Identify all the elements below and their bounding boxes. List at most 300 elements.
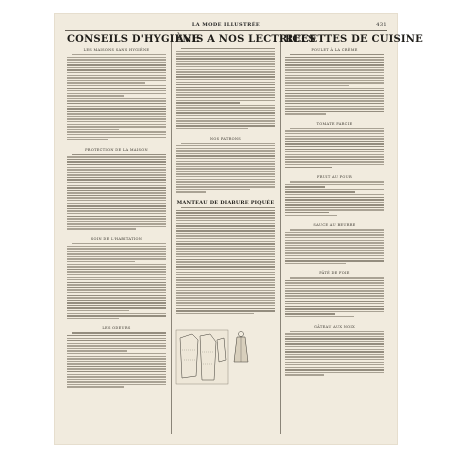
text-line [176, 105, 275, 106]
text-line [285, 245, 384, 246]
text-line [285, 167, 332, 168]
text-line [67, 266, 166, 267]
text-line [67, 256, 166, 257]
text-line [67, 251, 166, 252]
text-line [72, 54, 166, 55]
column-rule-1 [171, 34, 172, 434]
text-line [176, 217, 275, 218]
text-line [285, 288, 384, 289]
text-line [176, 212, 275, 213]
text-line [67, 129, 119, 130]
text-line [67, 253, 166, 254]
text-line [67, 197, 166, 198]
text-line [176, 51, 275, 52]
text-line [181, 207, 275, 208]
text-line [67, 167, 166, 168]
text-line [285, 364, 384, 365]
text-line [67, 195, 166, 196]
text-line [285, 215, 337, 216]
text-line [176, 223, 275, 224]
text-line [285, 282, 384, 283]
headline-recettes: RECETTES DE CUISINE [285, 34, 423, 45]
text-line [285, 346, 384, 347]
text-line [285, 359, 384, 360]
text-line [67, 64, 166, 65]
text-line [176, 163, 275, 164]
text-line [285, 100, 384, 101]
text-line [176, 153, 275, 154]
text-line [285, 159, 384, 160]
subhead: FRUIT AU FOUR [316, 175, 353, 180]
text-line [176, 115, 275, 116]
text-line [67, 203, 166, 204]
text-line [72, 243, 166, 244]
text-line [67, 338, 166, 339]
text-line [176, 179, 275, 180]
text-line [67, 139, 108, 140]
column-hygiene [67, 34, 200, 436]
text-line [176, 118, 275, 119]
text-line [176, 246, 275, 247]
text-line [176, 274, 275, 275]
text-line [285, 62, 384, 63]
text-line [176, 248, 275, 249]
text-line [290, 181, 384, 182]
text-line [67, 218, 166, 219]
text-line [176, 253, 275, 254]
text-line [285, 351, 384, 352]
text-line [285, 111, 384, 112]
text-line [181, 143, 275, 144]
text-block [285, 128, 384, 173]
text-line [67, 134, 166, 135]
text-line [67, 271, 166, 272]
text-line [285, 113, 326, 114]
text-line [67, 289, 166, 290]
text-line [67, 223, 166, 224]
text-block [285, 331, 384, 381]
text-line [285, 308, 384, 309]
text-line [285, 197, 384, 198]
text-line [67, 106, 166, 107]
text-line [67, 361, 166, 362]
text-line [285, 136, 384, 137]
subhead: POULET À LA CRÈME [311, 48, 358, 52]
column-recettes [285, 34, 423, 436]
text-line [176, 282, 275, 283]
text-line [67, 187, 166, 188]
text-line [285, 237, 384, 238]
text-line [285, 130, 384, 131]
text-line [176, 120, 275, 121]
text-line [176, 186, 275, 187]
text-line [285, 333, 384, 334]
text-line [67, 381, 166, 382]
text-block [67, 154, 166, 235]
subhead: LES MAISONS SANS HYGIÈNE [83, 48, 150, 52]
text-line [67, 228, 136, 229]
subhead: GÂTEAU AUX NOIX [314, 324, 355, 329]
text-line [176, 66, 275, 67]
pattern-box-title: MANTEAU DE DIABURE PIQUÉE [176, 200, 275, 207]
text-line [67, 182, 166, 183]
text-line [285, 356, 384, 357]
text-line [67, 72, 166, 73]
text-line [285, 199, 384, 200]
text-line [285, 108, 384, 109]
text-line [67, 124, 166, 125]
text-line [285, 374, 324, 375]
text-line [67, 205, 166, 206]
text-line [176, 71, 275, 72]
text-line [176, 176, 275, 177]
text-line [285, 293, 384, 294]
text-line [176, 92, 275, 93]
text-line [67, 300, 166, 301]
text-line [285, 72, 384, 73]
text-line [285, 343, 384, 344]
text-line [176, 161, 275, 162]
text-line [285, 349, 384, 350]
text-line [285, 295, 384, 296]
text-line [176, 158, 275, 159]
text-line [67, 108, 166, 109]
text-line [176, 305, 275, 306]
text-line [67, 340, 166, 341]
text-line [67, 310, 129, 311]
text-line [67, 88, 166, 89]
text-block [285, 181, 384, 221]
text-line [176, 63, 275, 64]
text-line [285, 191, 355, 192]
text-line [285, 57, 384, 58]
text-line [285, 369, 384, 370]
text-line [176, 166, 275, 167]
text-line [176, 184, 275, 185]
headline-hygiene: CONSEILS D'HYGIÈNE [67, 34, 200, 45]
text-line [285, 143, 384, 144]
text-line [67, 274, 166, 275]
text-line [176, 171, 275, 172]
text-line [285, 98, 384, 99]
text-line [176, 279, 275, 280]
text-line [285, 252, 384, 253]
text-line [67, 208, 166, 209]
text-line [176, 230, 275, 231]
text-line [176, 155, 275, 156]
text-line [176, 284, 275, 285]
text-line [67, 350, 127, 351]
text-line [176, 148, 275, 149]
text-line [285, 184, 384, 185]
text-line [67, 164, 166, 165]
text-line [285, 88, 384, 89]
text-line [285, 103, 384, 104]
text-line [176, 61, 275, 62]
text-line [285, 204, 384, 205]
text-line [176, 74, 275, 75]
text-line [285, 154, 384, 155]
text-line [285, 303, 384, 304]
text-line [285, 212, 329, 213]
text-line [176, 287, 275, 288]
text-line [67, 269, 166, 270]
text-line [176, 290, 275, 291]
text-line [285, 138, 384, 139]
text-line [285, 95, 384, 96]
text-line [67, 287, 166, 288]
text-line [176, 210, 275, 211]
text-line [285, 311, 384, 312]
text-line [72, 154, 166, 155]
headline-lectrices: AVIS A NOS LECTRICES [176, 34, 316, 45]
text-line [176, 150, 275, 151]
text-block [67, 332, 166, 393]
text-block [176, 207, 275, 319]
text-line [67, 248, 166, 249]
text-line [176, 181, 275, 182]
text-line [285, 194, 384, 195]
text-line [285, 202, 384, 203]
text-line [285, 258, 384, 259]
text-line [176, 235, 275, 236]
text-line [67, 93, 166, 94]
text-line [67, 57, 166, 58]
text-line [285, 106, 384, 107]
text-line [67, 80, 166, 81]
text-line [67, 258, 166, 259]
text-line [67, 62, 166, 63]
text-line [176, 238, 275, 239]
text-line [67, 98, 166, 99]
text-line [176, 53, 275, 54]
text-line [285, 285, 384, 286]
text-line [176, 302, 275, 303]
text-line [176, 89, 275, 90]
text-line [176, 272, 275, 273]
text-line [67, 366, 166, 367]
text-line [176, 300, 275, 301]
text-line [67, 374, 166, 375]
text-block [285, 277, 384, 322]
text-line [285, 151, 384, 152]
text-line [285, 75, 384, 76]
text-line [67, 315, 166, 316]
text-line [285, 354, 384, 355]
text-line [285, 82, 384, 83]
text-line [67, 284, 166, 285]
text-line [285, 207, 384, 208]
text-line [67, 161, 166, 162]
text-line [67, 113, 166, 114]
text-line [67, 90, 166, 91]
text-line [67, 335, 166, 336]
text-line [176, 256, 275, 257]
text-line [285, 77, 384, 78]
text-line [67, 313, 166, 314]
text-line [176, 94, 275, 95]
text-line [67, 292, 166, 293]
text-line [67, 305, 166, 306]
column-rule-2 [280, 34, 281, 434]
text-line [67, 111, 166, 112]
text-block [67, 54, 166, 146]
text-line [67, 210, 166, 211]
subhead: PROTECTION DE LA MAISON [85, 147, 148, 152]
text-line [285, 338, 384, 339]
text-line [176, 191, 206, 192]
text-line [176, 220, 275, 221]
text-line [67, 190, 166, 191]
text-line [176, 233, 275, 234]
coat-figure [231, 330, 251, 364]
text-line [176, 243, 275, 244]
text-line [67, 302, 166, 303]
text-line [67, 358, 166, 359]
text-line [285, 141, 384, 142]
text-line [67, 131, 166, 132]
text-line [67, 376, 166, 377]
text-line [176, 84, 275, 85]
text-line [285, 186, 325, 187]
text-line [285, 336, 384, 337]
text-line [176, 251, 275, 252]
text-line [67, 297, 166, 298]
text-line [67, 363, 166, 364]
text-line [67, 82, 145, 83]
text-line [176, 56, 275, 57]
text-line [285, 260, 384, 261]
text-line [285, 290, 384, 291]
text-line [67, 118, 166, 119]
text-line [72, 332, 166, 333]
text-line [67, 200, 166, 201]
text-line [67, 356, 166, 357]
text-line [67, 75, 166, 76]
text-line [67, 282, 166, 283]
text-line [285, 67, 384, 68]
text-line [285, 164, 384, 165]
text-line [181, 48, 275, 49]
text-line [285, 240, 384, 241]
subhead: SOIN DE L'HABITATION [90, 237, 143, 241]
text-line [176, 228, 275, 229]
text-line [67, 264, 166, 265]
text-line [67, 126, 166, 127]
text-line [285, 232, 384, 233]
text-line [67, 172, 166, 173]
text-line [285, 189, 384, 190]
text-line [67, 159, 166, 160]
text-line [285, 149, 384, 150]
text-line [176, 107, 275, 108]
text-line [290, 277, 384, 278]
text-line [176, 76, 275, 77]
text-line [290, 128, 384, 129]
text-line [176, 123, 275, 124]
text-line [176, 79, 275, 80]
text-line [176, 292, 275, 293]
text-line [67, 348, 166, 349]
text-line [67, 192, 166, 193]
text-line [285, 156, 384, 157]
page-number: 431 [376, 22, 387, 28]
text-line [176, 110, 275, 111]
text-line [290, 331, 384, 332]
text-line [67, 384, 166, 385]
text-line [176, 261, 275, 262]
text-line [176, 189, 250, 190]
text-line [176, 313, 254, 314]
text-line [67, 103, 166, 104]
text-line [67, 386, 124, 387]
text-line [67, 77, 166, 78]
text-line [67, 177, 166, 178]
text-line [176, 58, 275, 59]
text-line [285, 280, 384, 281]
text-line [176, 264, 275, 265]
text-line [285, 362, 384, 363]
text-line [285, 69, 384, 70]
text-line [285, 59, 384, 60]
text-line [285, 242, 384, 243]
text-line [67, 318, 119, 319]
text-line [176, 82, 275, 83]
text-line [67, 95, 124, 96]
text-line [290, 229, 384, 230]
text-line [285, 341, 384, 342]
text-block [285, 229, 384, 269]
text-line [176, 112, 275, 113]
text-line [285, 301, 384, 302]
text-line [67, 213, 166, 214]
text-line [67, 121, 166, 122]
text-line [67, 185, 166, 186]
text-line [285, 372, 384, 373]
text-line [176, 277, 275, 278]
text-line [176, 100, 275, 101]
text-line [176, 168, 275, 169]
text-block [176, 48, 275, 135]
text-line [176, 97, 275, 98]
text-line [67, 261, 135, 262]
text-line [285, 234, 384, 235]
text-line [67, 100, 166, 101]
text-line [67, 307, 166, 308]
text-line [176, 173, 275, 174]
text-line [176, 128, 248, 129]
text-line [176, 297, 275, 298]
text-line [285, 133, 384, 134]
text-line [67, 279, 166, 280]
text-line [67, 85, 166, 86]
text-line [67, 137, 166, 138]
text-line [176, 69, 275, 70]
text-line [290, 54, 384, 55]
text-line [67, 67, 166, 68]
text-line [67, 353, 166, 354]
text-line [67, 277, 166, 278]
text-line [285, 298, 384, 299]
subhead: NOS PATRONS [209, 136, 242, 141]
newspaper-page [55, 14, 423, 444]
running-title: LA MODE ILLUSTRÉE [191, 22, 261, 28]
text-line [67, 179, 166, 180]
text-line [285, 64, 384, 65]
text-line [285, 80, 384, 81]
running-head [65, 20, 387, 31]
text-line [176, 225, 275, 226]
